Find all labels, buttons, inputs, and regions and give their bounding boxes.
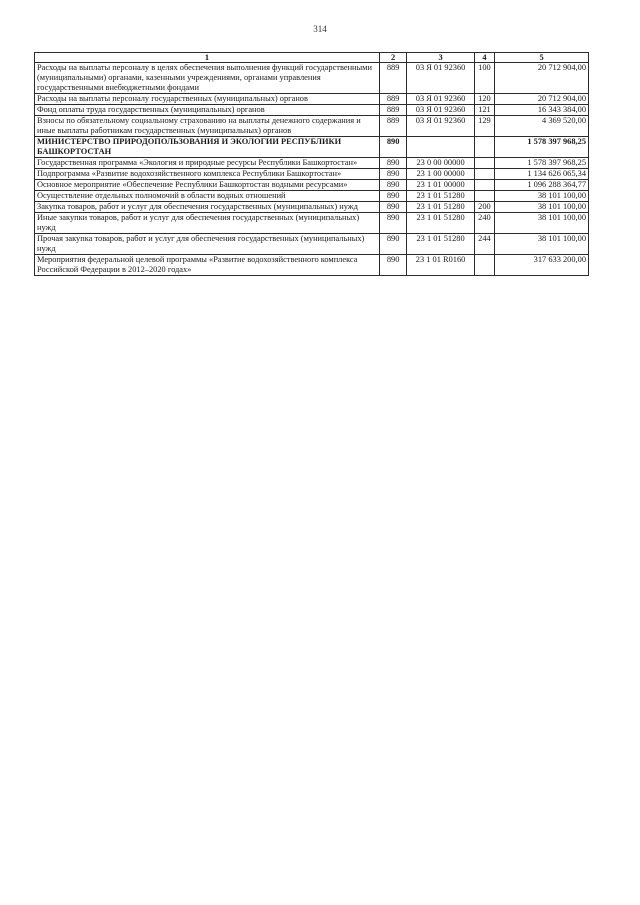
header-row	[35, 53, 589, 63]
amount: 4 369 520,00	[495, 116, 589, 137]
target-code: 03 Я 01 92360	[407, 94, 474, 105]
ministry-code: 889	[379, 105, 407, 116]
header-col-1: 1	[35, 53, 380, 63]
table-row	[35, 255, 589, 276]
amount: 38 101 100,00	[495, 202, 589, 213]
header-col-5: 5	[495, 53, 589, 63]
page-number: 314	[313, 24, 327, 34]
ministry-code: 889	[379, 94, 407, 105]
amount: 1 578 397 968,25	[495, 158, 589, 169]
target-code: 03 Я 01 92360	[407, 116, 474, 137]
ministry-code: 890	[379, 213, 407, 234]
ministry-code: 890	[379, 255, 407, 276]
table-row	[35, 105, 589, 116]
amount: 38 101 100,00	[495, 213, 589, 234]
amount: 317 633 200,00	[495, 255, 589, 276]
row-name: Взносы по обязательному социальному страхованию на выплаты денежного содержания и иные выплаты работникам государственных (муниципальных) органов	[35, 116, 380, 137]
table-row	[35, 213, 589, 234]
target-code: 23 1 00 00000	[407, 169, 474, 180]
row-name: Расходы на выплаты персоналу государственных (муниципальных) органов	[35, 94, 380, 105]
amount: 20 712 904,00	[495, 94, 589, 105]
table-row	[35, 202, 589, 213]
ministry-code: 890	[379, 234, 407, 255]
row-name: Основное мероприятие «Обеспечение Республики Башкортостан водными ресурсами»	[35, 180, 380, 191]
expense-type: 200	[474, 202, 494, 213]
ministry-code: 890	[379, 137, 407, 158]
ministry-code: 889	[379, 116, 407, 137]
budget-table	[34, 52, 589, 276]
amount: 1 134 626 065,34	[495, 169, 589, 180]
ministry-code: 890	[379, 202, 407, 213]
target-code: 23 0 00 00000	[407, 158, 474, 169]
expense-type: 100	[474, 63, 494, 94]
table-row	[35, 180, 589, 191]
target-code: 23 1 01 51280	[407, 191, 474, 202]
expense-type: 240	[474, 213, 494, 234]
expense-type	[474, 158, 494, 169]
table-row	[35, 63, 589, 94]
row-name: Прочая закупка товаров, работ и услуг для обеспечения государственных (муниципальных) нужд	[35, 234, 380, 255]
ministry-code: 890	[379, 158, 407, 169]
header-col-3: 3	[407, 53, 474, 63]
amount: 38 101 100,00	[495, 234, 589, 255]
row-name: Расходы на выплаты персоналу в целях обеспечения выполнения функций государственными (муниципальными) органами, казенными учреждениями, органами управления государственными внебюджетными фондами	[35, 63, 380, 94]
amount: 1 096 288 364,77	[495, 180, 589, 191]
expense-type: 129	[474, 116, 494, 137]
target-code: 23 1 01 51280	[407, 202, 474, 213]
row-name: Фонд оплаты труда государственных (муниципальных) органов	[35, 105, 380, 116]
target-code: 23 1 01 51280	[407, 234, 474, 255]
ministry-code: 889	[379, 63, 407, 94]
target-code: 23 1 01 51280	[407, 213, 474, 234]
ministry-code: 890	[379, 180, 407, 191]
expense-type	[474, 137, 494, 158]
table-row	[35, 169, 589, 180]
expense-type	[474, 180, 494, 191]
target-code: 03 Я 01 92360	[407, 105, 474, 116]
expense-type: 244	[474, 234, 494, 255]
ministry-code: 890	[379, 169, 407, 180]
header-col-2: 2	[379, 53, 407, 63]
expense-type	[474, 191, 494, 202]
ministry-code: 890	[379, 191, 407, 202]
table-body	[35, 63, 589, 276]
row-name: Государственная программа «Экология и природные ресурсы Республики Башкортостан»	[35, 158, 380, 169]
row-name: Осуществление отдельных полномочий в области водных отношений	[35, 191, 380, 202]
target-code: 03 Я 01 92360	[407, 63, 474, 94]
expense-type	[474, 255, 494, 276]
expense-type	[474, 169, 494, 180]
row-name: МИНИСТЕРСТВО ПРИРОДОПОЛЬЗОВАНИЯ И ЭКОЛОГИИ РЕСПУБЛИКИ БАШКОРТОСТАН	[35, 137, 380, 158]
table-header	[35, 53, 589, 63]
table-row	[35, 137, 589, 158]
header-col-4: 4	[474, 53, 494, 63]
row-name: Мероприятия федеральной целевой программы «Развитие водохозяйственного комплекса Российской Федерации в 2012–2020 годах»	[35, 255, 380, 276]
target-code	[407, 137, 474, 158]
expense-type: 120	[474, 94, 494, 105]
table-row	[35, 191, 589, 202]
amount: 16 343 384,00	[495, 105, 589, 116]
row-name: Подпрограмма «Развитие водохозяйственного комплекса Республики Башкортостан»	[35, 169, 380, 180]
target-code: 23 1 01 R0160	[407, 255, 474, 276]
table-row	[35, 158, 589, 169]
target-code: 23 1 01 00000	[407, 180, 474, 191]
amount: 20 712 904,00	[495, 63, 589, 94]
table-row	[35, 116, 589, 137]
row-name: Закупка товаров, работ и услуг для обеспечения государственных (муниципальных) нужд	[35, 202, 380, 213]
expense-type: 121	[474, 105, 494, 116]
table-row	[35, 234, 589, 255]
amount: 1 578 397 968,25	[495, 137, 589, 158]
table-row	[35, 94, 589, 105]
row-name: Иные закупки товаров, работ и услуг для обеспечения государственных (муниципальных) нужд	[35, 213, 380, 234]
amount: 38 101 100,00	[495, 191, 589, 202]
